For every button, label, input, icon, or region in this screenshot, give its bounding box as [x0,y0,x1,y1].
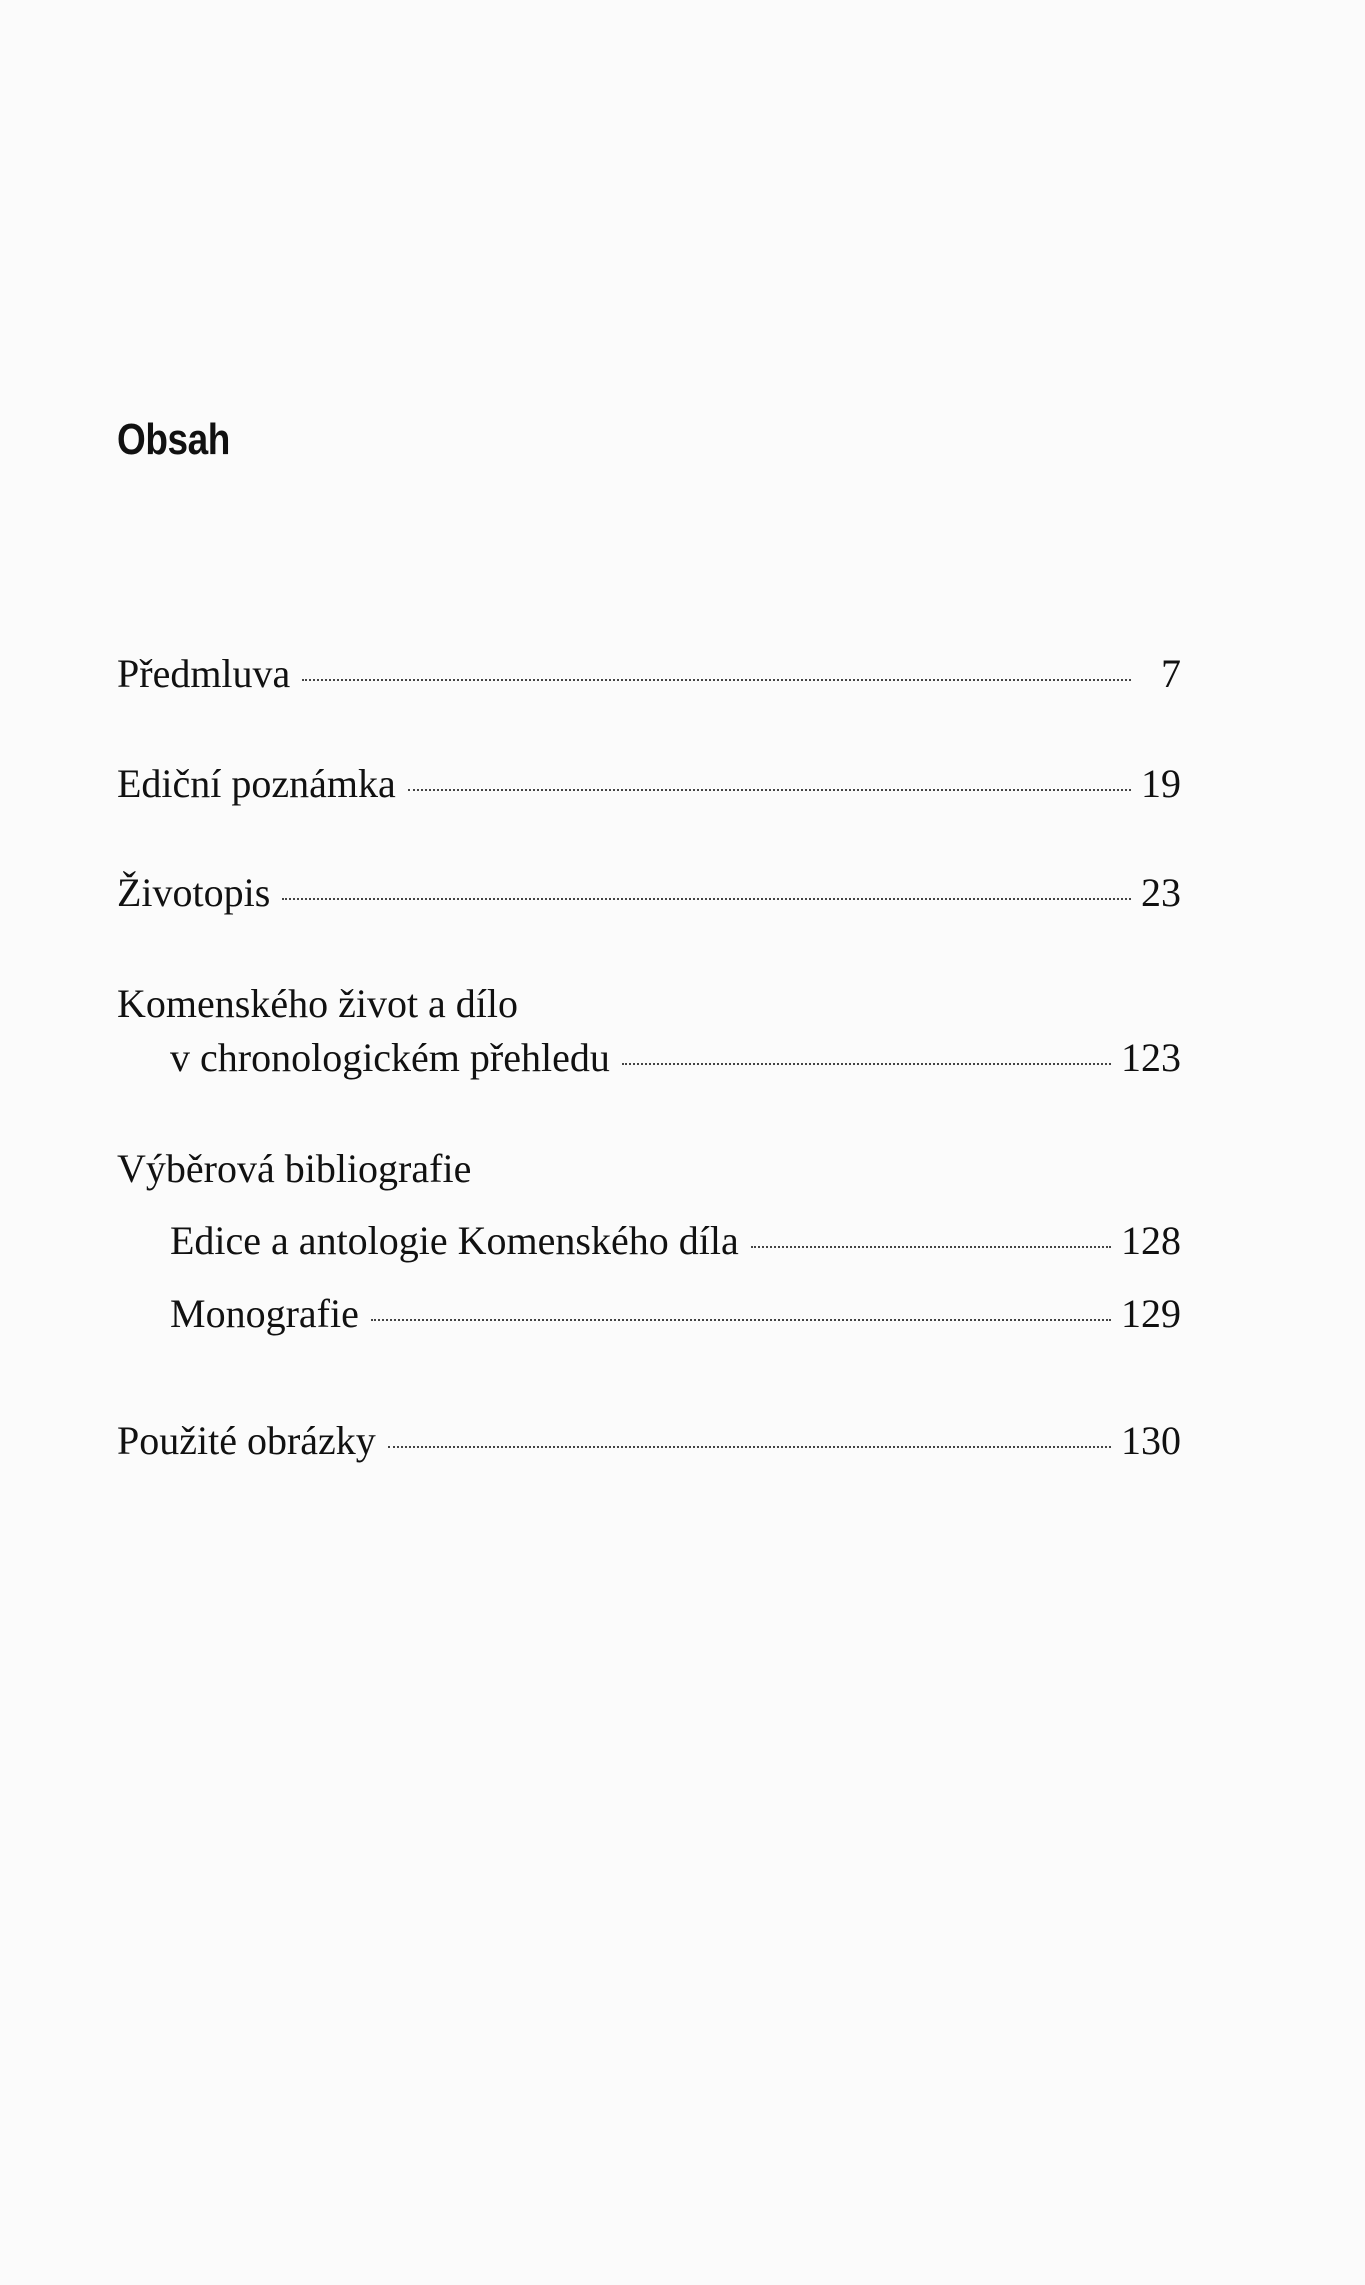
toc-entry-edice-a-antologie[interactable] [170,1214,1181,1268]
toc-entry-zivotopis[interactable] [117,866,1181,920]
dot-leader [302,679,1131,681]
dot-leader [371,1319,1111,1321]
toc-entry-page: 129 [1121,1291,1181,1336]
toc-entry-page: 23 [1141,870,1181,915]
toc-entry-label: Ediční poznámka [117,761,396,806]
toc-entry-edicni-poznamka[interactable] [117,757,1181,811]
toc-entry-page: 128 [1121,1218,1181,1263]
dot-leader [622,1063,1111,1065]
toc-entry-komenskeho-zivot[interactable] [170,1031,1181,1085]
toc-section-vyberova-bibliografie: Výběrová bibliografie [117,1146,472,1191]
toc-entry-predmluva[interactable] [117,647,1181,701]
toc-entry-label: Monografie [170,1291,359,1336]
toc-entry-komenskeho-zivot-line1: Komenského život a dílo [117,981,519,1026]
toc-entry-page: 7 [1161,651,1181,696]
toc-entry-label: Předmluva [117,651,291,696]
toc-entry-page: 19 [1141,761,1181,806]
toc-entry-label: v chronologickém přehledu [170,1035,610,1080]
toc-entry-label: Životopis [117,870,271,915]
toc-entry-pouzite-obrazky[interactable] [117,1414,1181,1468]
toc-entry-monografie[interactable] [170,1287,1181,1341]
toc-entry-label: Použité obrázky [117,1418,376,1463]
dot-leader [388,1446,1111,1448]
page-title: Obsah [117,415,230,464]
toc-entry-label: Edice a antologie Komenského díla [170,1218,739,1263]
toc-entry-page: 123 [1121,1035,1181,1080]
toc-entry-page: 130 [1121,1418,1181,1463]
dot-leader [751,1246,1111,1248]
dot-leader [282,898,1131,900]
dot-leader [408,789,1131,791]
